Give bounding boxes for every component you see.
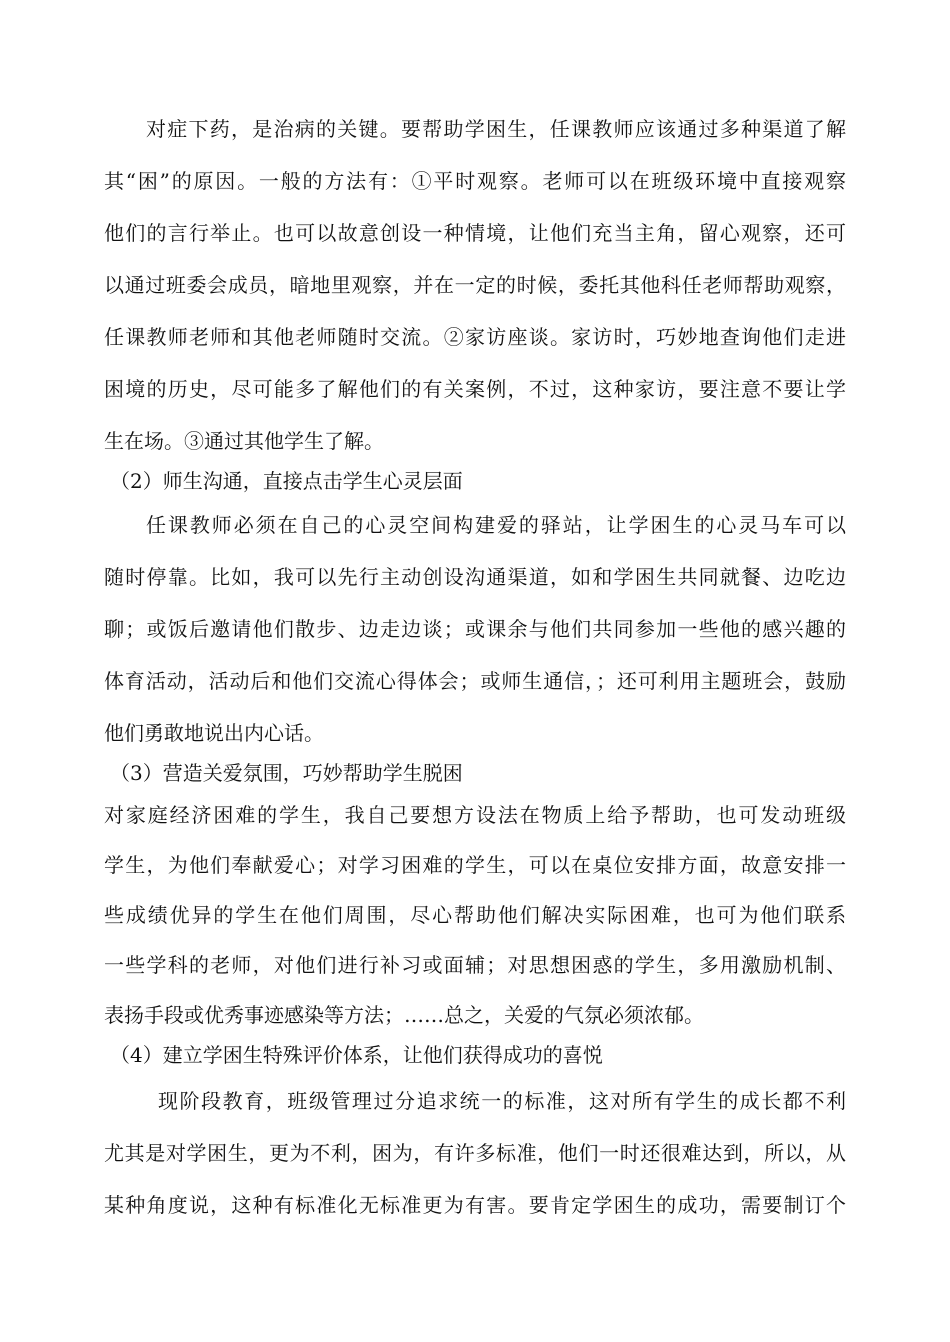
para1-line-1: 对症下药，是治病的关键。要帮助学困生，任课教师应该通过多种渠道了解	[146, 117, 846, 141]
para2-line-3: 聊；或饭后邀请他们散步、边走边谈；或课余与他们共同参加一些他的感兴趣的	[104, 617, 846, 641]
para4-line-2: 尤其是对学困生，更为不利，困为，有许多标准，他们一时还很难达到，所以，从	[104, 1141, 846, 1165]
para1-line-5: 任课教师老师和其他老师随时交流。②家访座谈。家访时，巧妙地查询他们走进	[104, 325, 846, 349]
para1-line-7: 生在场。③通过其他学生了解。	[104, 429, 384, 453]
section-heading-2: （2）师生沟通，直接点击学生心灵层面	[110, 469, 463, 493]
para3-line-2: 学生，为他们奉献爱心；对学习困难的学生，可以在桌位安排方面，故意安排一	[104, 853, 846, 877]
para2-line-2: 随时停靠。比如，我可以先行主动创设沟通渠道，如和学困生共同就餐、边吃边	[104, 565, 846, 589]
section-heading-3: （3）营造关爱氛围，巧妙帮助学生脱困	[110, 761, 463, 785]
para4-line-3: 某种角度说，这种有标准化无标准更为有害。要肯定学困生的成功，需要制订个	[104, 1193, 846, 1217]
section-heading-4: （4）建立学困生特殊评价体系，让他们获得成功的喜悦	[110, 1043, 603, 1067]
para2-line-4: 体育活动，活动后和他们交流心得体会；或师生通信，；还可利用主题班会，鼓励	[104, 669, 846, 693]
para1-line-3: 他们的言行举止。也可以故意创设一种情境，让他们充当主角，留心观察，还可	[104, 221, 846, 245]
para3-line-1: 对家庭经济困难的学生，我自己要想方设法在物质上给予帮助，也可发动班级	[104, 803, 846, 827]
para2-line-1: 任课教师必须在自己的心灵空间构建爱的驿站，让学困生的心灵马车可以	[146, 513, 846, 537]
para1-line-4: 以通过班委会成员，暗地里观察，并在一定的时候，委托其他科任老师帮助观察，	[104, 273, 846, 297]
para2-line-5: 他们勇敢地说出内心话。	[104, 721, 324, 745]
para3-line-3: 些成绩优异的学生在他们周围，尽心帮助他们解决实际困难，也可为他们联系	[104, 903, 846, 927]
para3-line-5: 表扬手段或优秀事迹感染等方法；……总之，关爱的气氛必须浓郁。	[104, 1003, 704, 1027]
para4-line-1: 现阶段教育，班级管理过分追求统一的标准，这对所有学生的成长都不利	[158, 1089, 846, 1113]
para3-line-4: 一些学科的老师，对他们进行补习或面辅；对思想困惑的学生，多用激励机制、	[104, 953, 846, 977]
para1-line-6: 困境的历史，尽可能多了解他们的有关案例，不过，这种家访，要注意不要让学	[104, 377, 846, 401]
para1-line-2: 其“困”的原因。一般的方法有：①平时观察。老师可以在班级环境中直接观察	[104, 169, 846, 193]
